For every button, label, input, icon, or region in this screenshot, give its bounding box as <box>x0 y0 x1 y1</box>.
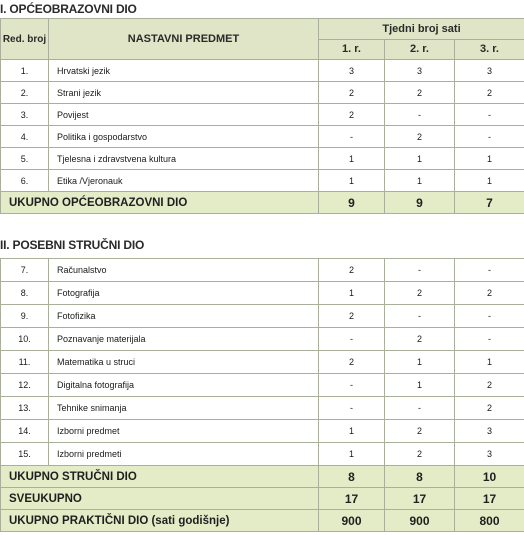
hours-year2: 2 <box>385 420 455 443</box>
row-number: 12. <box>1 374 49 397</box>
hours-year2: 1 <box>385 374 455 397</box>
subject-name: Izborni predmet <box>49 420 319 443</box>
subject-name: Tehnike snimanja <box>49 397 319 420</box>
total-general-label: UKUPNO OPĆEOBRAZOVNI DIO <box>1 192 319 214</box>
hours-year3: - <box>455 259 524 282</box>
hours-year3: 3 <box>455 60 524 82</box>
subject-name: Računalstvo <box>49 259 319 282</box>
year2-header: 2. r. <box>385 39 455 60</box>
table-row <box>1 305 524 328</box>
total-general-y1: 9 <box>319 192 385 214</box>
row-number: 5. <box>1 148 49 170</box>
total-year3: 17 <box>455 488 524 510</box>
table-row <box>1 259 524 282</box>
hours-year1: 2 <box>319 305 385 328</box>
hours-year2: - <box>385 104 455 126</box>
year3-header: 3. r. <box>455 39 524 60</box>
hours-year3: - <box>455 305 524 328</box>
year1-header: 1. r. <box>319 39 385 60</box>
hours-year1: 3 <box>319 60 385 82</box>
table-row <box>1 104 524 126</box>
row-number: 2. <box>1 82 49 104</box>
vocational-table <box>0 258 524 532</box>
hours-year1: 2 <box>319 82 385 104</box>
total-row <box>1 466 524 488</box>
table-row <box>1 397 524 420</box>
hours-year2: - <box>385 397 455 420</box>
hours-year3: - <box>455 328 524 351</box>
hours-year1: 2 <box>319 351 385 374</box>
section2-title: II. POSEBNI STRUČNI DIO <box>0 238 145 252</box>
red-broj-header: Red. broj <box>1 19 49 60</box>
total-general-y2: 9 <box>385 192 455 214</box>
subject-name: Povijest <box>49 104 319 126</box>
table-row <box>1 126 524 148</box>
hours-year3: - <box>455 104 524 126</box>
subject-name: Izborni predmeti <box>49 443 319 466</box>
table-row <box>1 443 524 466</box>
hours-year1: 1 <box>319 170 385 192</box>
total-year2: 8 <box>385 466 455 488</box>
general-education-table <box>0 18 524 214</box>
hours-year3: 3 <box>455 420 524 443</box>
table-row <box>1 374 524 397</box>
hours-year1: 1 <box>319 443 385 466</box>
hours-year3: - <box>455 126 524 148</box>
row-number: 10. <box>1 328 49 351</box>
subject-name: Fotofizika <box>49 305 319 328</box>
total-year1: 17 <box>319 488 385 510</box>
hours-year2: 1 <box>385 170 455 192</box>
total-label: SVEUKUPNO <box>1 488 319 510</box>
hours-year1: - <box>319 328 385 351</box>
total-row <box>1 510 524 532</box>
total-year3: 10 <box>455 466 524 488</box>
hours-year2: 2 <box>385 82 455 104</box>
hours-year2: 2 <box>385 328 455 351</box>
total-label: UKUPNO PRAKTIČNI DIO (sati godišnje) <box>1 510 319 532</box>
row-number: 14. <box>1 420 49 443</box>
nastavni-predmet-header: NASTAVNI PREDMET <box>49 19 319 60</box>
table-row <box>1 82 524 104</box>
row-number: 3. <box>1 104 49 126</box>
row-number: 7. <box>1 259 49 282</box>
table-row <box>1 328 524 351</box>
row-number: 1. <box>1 60 49 82</box>
subject-name: Strani jezik <box>49 82 319 104</box>
table-row <box>1 282 524 305</box>
hours-year3: 2 <box>455 82 524 104</box>
hours-year2: 1 <box>385 351 455 374</box>
row-number: 6. <box>1 170 49 192</box>
table-row <box>1 351 524 374</box>
hours-year3: 2 <box>455 282 524 305</box>
hours-year3: 1 <box>455 351 524 374</box>
row-number: 13. <box>1 397 49 420</box>
hours-year3: 1 <box>455 170 524 192</box>
row-number: 11. <box>1 351 49 374</box>
total-year1: 900 <box>319 510 385 532</box>
hours-year3: 2 <box>455 397 524 420</box>
total-year2: 900 <box>385 510 455 532</box>
subject-name: Digitalna fotografija <box>49 374 319 397</box>
subject-name: Fotografija <box>49 282 319 305</box>
hours-year1: 1 <box>319 420 385 443</box>
hours-year2: - <box>385 259 455 282</box>
total-general-y3: 7 <box>455 192 524 214</box>
total-year2: 17 <box>385 488 455 510</box>
hours-year2: 1 <box>385 148 455 170</box>
section1-title: I. OPĆEOBRAZOVNI DIO <box>0 2 137 16</box>
hours-year2: 2 <box>385 443 455 466</box>
subject-name: Matematika u struci <box>49 351 319 374</box>
subject-name: Politika i gospodarstvo <box>49 126 319 148</box>
hours-year2: 2 <box>385 282 455 305</box>
subject-name: Poznavanje materijala <box>49 328 319 351</box>
hours-year1: 2 <box>319 104 385 126</box>
hours-year3: 1 <box>455 148 524 170</box>
tjedni-broj-sati-header: Tjedni broj sati <box>319 19 524 40</box>
hours-year3: 2 <box>455 374 524 397</box>
total-row <box>1 488 524 510</box>
total-year1: 8 <box>319 466 385 488</box>
hours-year1: 1 <box>319 148 385 170</box>
table-row <box>1 148 524 170</box>
subject-name: Hrvatski jezik <box>49 60 319 82</box>
subject-name: Etika /Vjeronauk <box>49 170 319 192</box>
hours-year1: - <box>319 374 385 397</box>
subject-name: Tjelesna i zdravstvena kultura <box>49 148 319 170</box>
table-row <box>1 60 524 82</box>
table-row <box>1 170 524 192</box>
hours-year1: 2 <box>319 259 385 282</box>
hours-year3: 3 <box>455 443 524 466</box>
hours-year2: 3 <box>385 60 455 82</box>
table-row <box>1 420 524 443</box>
total-label: UKUPNO STRUČNI DIO <box>1 466 319 488</box>
hours-year1: - <box>319 397 385 420</box>
row-number: 15. <box>1 443 49 466</box>
row-number: 4. <box>1 126 49 148</box>
row-number: 9. <box>1 305 49 328</box>
row-number: 8. <box>1 282 49 305</box>
hours-year1: 1 <box>319 282 385 305</box>
hours-year2: - <box>385 305 455 328</box>
hours-year1: - <box>319 126 385 148</box>
total-year3: 800 <box>455 510 524 532</box>
hours-year2: 2 <box>385 126 455 148</box>
